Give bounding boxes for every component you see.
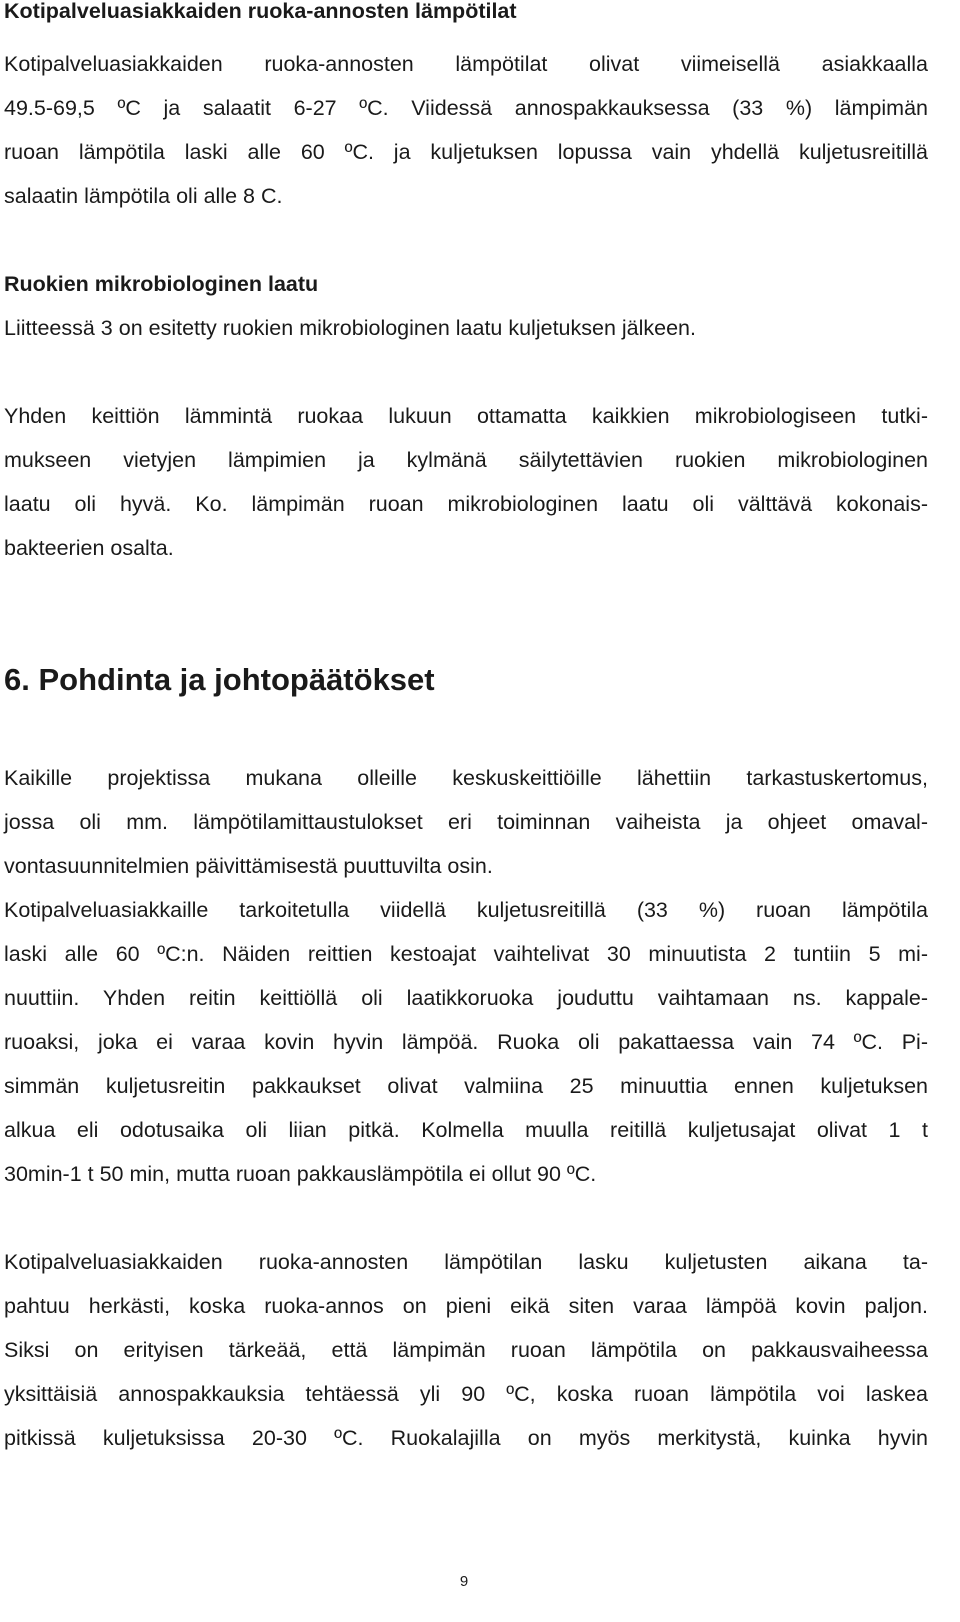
paragraph-line: bakteerien osalta. bbox=[4, 536, 174, 560]
paragraph-line: salaatin lämpötila oli alle 8 C. bbox=[4, 184, 283, 208]
page-number: 9 bbox=[459, 1573, 469, 1590]
paragraph-line: nuuttiin. Yhden reitin keittiöllä oli laatikkoruoka jouduttu vaihtamaan ns. kappale- bbox=[4, 986, 928, 1010]
chapter-heading: 6. Pohdinta ja johtopäätökset bbox=[4, 662, 435, 697]
document-page bbox=[4, 0, 928, 1460]
section-heading-microbiology: Ruokien mikrobiologinen laatu bbox=[4, 272, 319, 296]
paragraph-line: mukseen vietyjen lämpimien ja kylmänä säilytettävien ruokien mikrobiologinen bbox=[4, 448, 928, 472]
paragraph-line: vontasuunnitelmien päivittämisestä puuttuvilta osin. bbox=[4, 854, 493, 878]
paragraph-line: Kaikille projektissa mukana olleille keskuskeittiöille lähettiin tarkastuskertomus, bbox=[4, 766, 928, 790]
paragraph-line: simmän kuljetusreitin pakkaukset olivat valmiina 25 minuuttia ennen kuljetuksen bbox=[4, 1074, 928, 1098]
paragraph-line: alkua eli odotusaika oli liian pitkä. Kolmella muulla reitillä kuljetusajat olivat 1 t bbox=[4, 1118, 928, 1142]
paragraph-line: Siksi on erityisen tärkeää, että lämpimän ruoan lämpötila on pakkausvaiheessa bbox=[4, 1338, 928, 1362]
paragraph-line: ruoan lämpötila laski alle 60 ºC. ja kuljetuksen lopussa vain yhdellä kuljetusreitillä bbox=[4, 140, 928, 164]
paragraph-line: 49.5-69,5 ºC ja salaatit 6-27 ºC. Viidessä annospakkauksessa (33 %) lämpimän bbox=[4, 96, 928, 120]
paragraph-line: ruoaksi, joka ei varaa kovin hyvin lämpöä. Ruoka oli pakattaessa vain 74 ºC. Pi- bbox=[4, 1030, 928, 1054]
paragraph-line: laski alle 60 ºC:n. Näiden reittien kestoajat vaihtelivat 30 minuutista 2 tuntiin 5 mi- bbox=[4, 942, 928, 966]
paragraph-line: Kotipalveluasiakkaille tarkoitetulla viidellä kuljetusreitillä (33 %) ruoan lämpötila bbox=[4, 898, 928, 922]
paragraph-line: laatu oli hyvä. Ko. lämpimän ruoan mikrobiologinen laatu oli välttävä kokonais- bbox=[4, 492, 928, 516]
paragraph-line: pahtuu herkästi, koska ruoka-annos on pieni eikä siten varaa lämpöä kovin paljon. bbox=[4, 1294, 928, 1318]
paragraph-line: Kotipalveluasiakkaiden ruoka-annosten lämpötilat olivat viimeisellä asiakkaalla bbox=[4, 52, 928, 76]
paragraph-line: Yhden keittiön lämmintä ruokaa lukuun ottamatta kaikkien mikrobiologiseen tutki- bbox=[4, 404, 928, 428]
paragraph-line: 30min-1 t 50 min, mutta ruoan pakkauslämpötila ei ollut 90 ºC. bbox=[4, 1162, 597, 1186]
section-heading-temperatures: Kotipalveluasiakkaiden ruoka-annosten lämpötilat bbox=[4, 0, 517, 23]
paragraph-line: pitkissä kuljetuksissa 20-30 ºC. Ruokalajilla on myös merkitystä, kuinka hyvin bbox=[4, 1426, 928, 1450]
paragraph-line: jossa oli mm. lämpötilamittaustulokset eri toiminnan vaiheista ja ohjeet omaval- bbox=[4, 810, 928, 834]
paragraph-line: yksittäisiä annospakkauksia tehtäessä yli 90 ºC, koska ruoan lämpötila voi laskea bbox=[4, 1382, 928, 1406]
paragraph-line: Liitteessä 3 on esitetty ruokien mikrobiologinen laatu kuljetuksen jälkeen. bbox=[4, 316, 696, 340]
paragraph-line: Kotipalveluasiakkaiden ruoka-annosten lämpötilan lasku kuljetusten aikana ta- bbox=[4, 1250, 928, 1274]
